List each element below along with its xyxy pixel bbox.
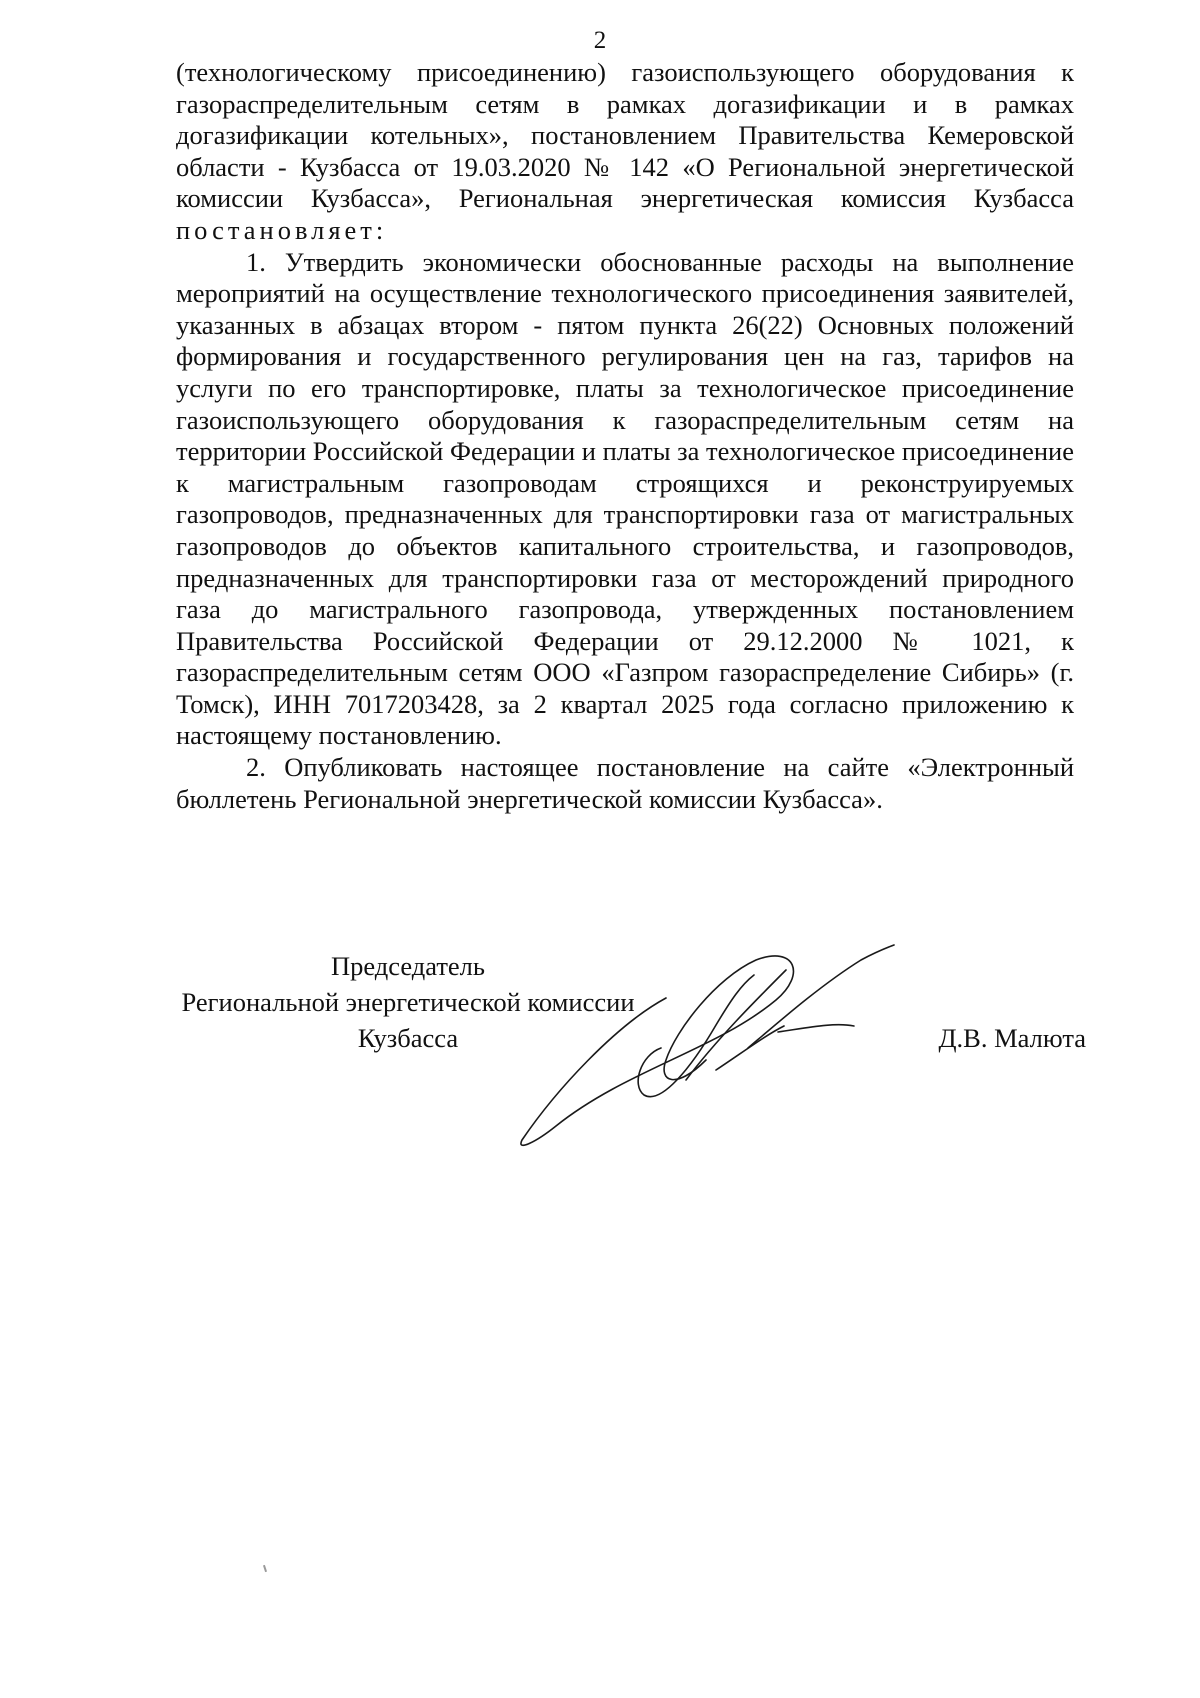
- page-number: 2: [593, 27, 607, 54]
- intro-text: (технологическому присоединению) газоиспользующего оборудования к газораспределительным сетям в рамках догазификации и в рамках догазификации котельных», постановлением Правительства Кемеровской области - Кузбасса от 19.03.2020 № 142 «О Региональной энергетической комиссии Кузбасса», Региональная энергетическая комиссия Кузбасса: [176, 57, 1074, 214]
- intro-paragraph: [176, 57, 1074, 247]
- signature-block: [176, 948, 1086, 1148]
- handwritten-signature: [516, 930, 906, 1150]
- decree-word: постановляет:: [176, 214, 388, 245]
- signatory-name: Д.В. Малюта: [938, 1023, 1086, 1053]
- signatory-position-line-3: Кузбасса: [357, 1023, 459, 1053]
- signatory-position-line-2: Региональной энергетической комиссии: [181, 987, 635, 1017]
- document-body: [176, 57, 1074, 815]
- item-1-paragraph: 1. Утвердить экономически обоснованные расходы на выполнение мероприятий на осуществление технологического присоединения заявителей, указанных в абзацах втором - пятом пункта 26(22) Основных положений формирования и государственного регулирования цен на газ, тарифов на услуги по его транспортировке, платы за технологическое присоединение газоиспользующего оборудования к газораспределительным сетям на территории Российской Федерации и платы за технологическое присоединение к магистральным газопроводам строящихся и реконструируемых газопроводов, предназначенных для транспортировки газа от магистральных газопроводов до объектов капитального строительства, и газопроводов, предназначенных для транспортировки газа от месторождений природного газа до магистрального газопровода, утвержденных постановлением Правительства Российской Федерации от 29.12.2000 № 1021, к газораспределительным сетям ООО «Газпром газораспределение Сибирь» (г. Томск), ИНН 7017203428, за 2 квартал 2025 года согласно приложению к настоящему постановлению.: [176, 246, 1074, 751]
- signatory-position-line-1: Председатель: [331, 951, 485, 981]
- scan-speck: [263, 1565, 267, 1572]
- item-2-paragraph: 2. Опубликовать настоящее постановление на сайте «Электронный бюллетень Региональной энергетической комиссии Кузбасса».: [176, 752, 1074, 814]
